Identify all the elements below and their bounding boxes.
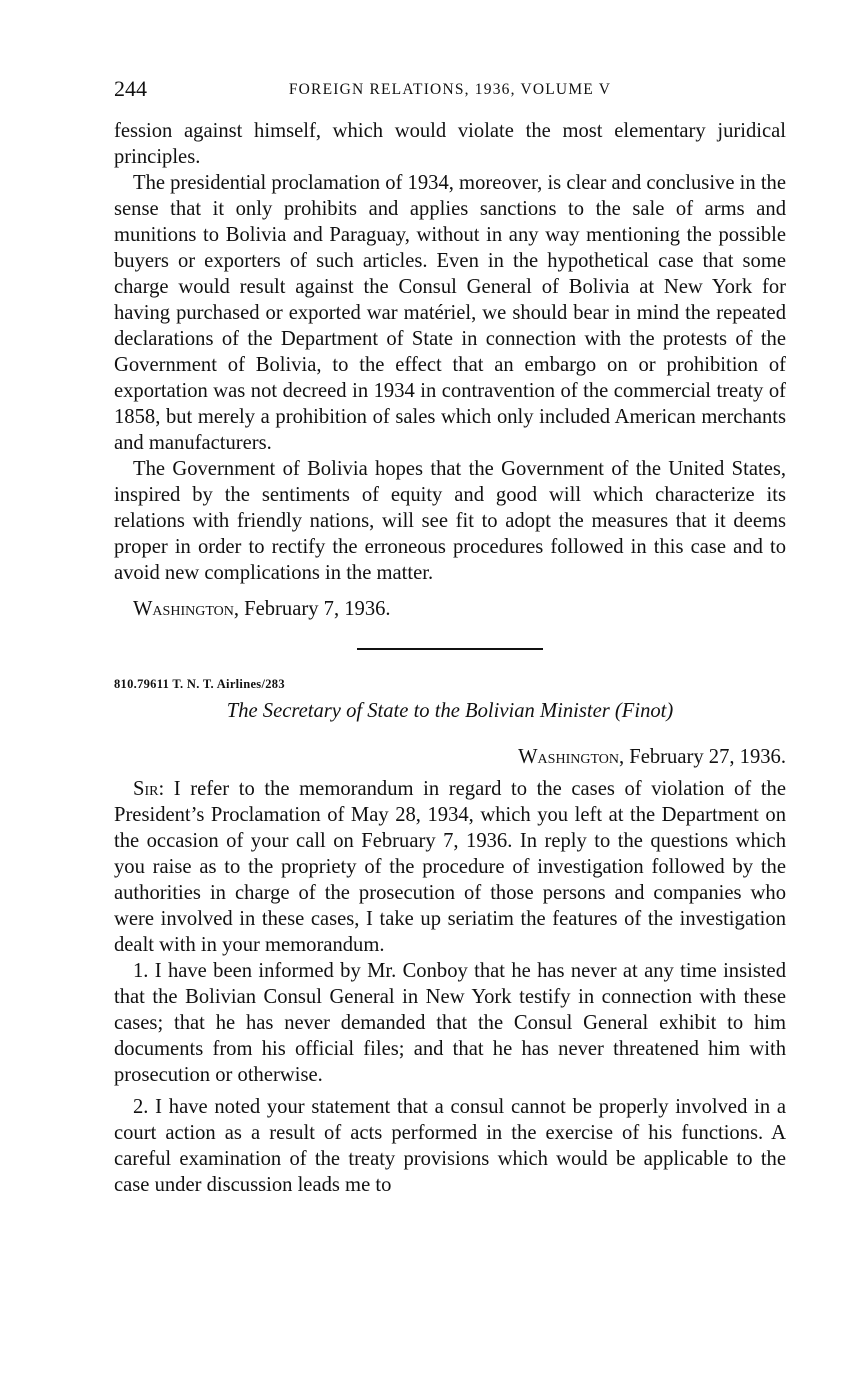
letter-dateline: [114, 744, 786, 770]
letter-paragraph-text: : I refer to the memorandum in regard to the cases of violation of the President’s Proclamation of May 28, 1934, which you left at the Department on the occasion of your call on February 7, 1936. In reply to the questions which you raise as to the propriety of the procedure of investigation followed by the authorities in charge of the prosecution of those persons and companies who were involved in these cases, I take up seriatim the features of the investigation dealt with in your memorandum.: [114, 778, 786, 956]
running-head: FOREIGN RELATIONS, 1936, VOLUME V: [288, 81, 612, 98]
memorandum-signoff: [114, 596, 786, 622]
signoff-place: Washington: [133, 598, 234, 620]
memorandum-paragraph: The Government of Bolivia hopes that the Government of the United States, inspired by the sentiments of equity and good will which characterize its relations with friendly nations, will see fit to adopt the measures that it deems proper in order to rectify the erroneous procedures followed in this case and to avoid new complications in the matter.: [114, 458, 786, 584]
file-reference: 810.79611 T. N. T. Airlines/283: [114, 677, 285, 691]
title-name: Finot: [621, 700, 667, 722]
document-page: [114, 74, 786, 1198]
title-prefix: The Secretary of State to the Bolivian Minister (: [226, 700, 622, 722]
memorandum-continuation: [114, 118, 786, 622]
page-number: 244: [114, 76, 147, 101]
memorandum-paragraph: The presidential proclamation of 1934, moreover, is clear and conclusive in the sense that it only prohibits and applies sanctions to the sale of arms and munitions to Bolivia and Paraguay, without in any way mentioning the possible buyers or exporters of such articles. Even in the hypothetical case that some charge would result against the Consul General of Bolivia at New York for having purchased or exported war matériel, we should bear in mind the repeated declarations of the Department of State in connection with the protests of the Government of Bolivia, to the effect that an embargo on or prohibition of exportation was not decreed in 1934 in contravention of the commercial treaty of 1858, but merely a prohibition of sales which only included American merchants and manufacturers.: [114, 172, 786, 454]
page-header: [114, 74, 786, 104]
dateline-date: , February 27, 1936.: [618, 746, 786, 768]
document-title: [114, 698, 786, 724]
salutation: Sir: [133, 778, 159, 800]
letter-paragraph: 1. I have been informed by Mr. Conboy that he has never at any time insisted that the Bolivian Consul General in New York testify in connection with these cases; that he has never demanded that the Consul General exhibit to him documents from his official files; and that he has never threatened him with prosecution or otherwise.: [114, 960, 786, 1086]
letter-body: [114, 776, 786, 1198]
letter-paragraph: 2. I have noted your statement that a consul cannot be properly involved in a court action as a result of acts performed in the exercise of his functions. A careful examination of the treaty provisions which would be applicable to the case under discussion leads me to: [114, 1096, 786, 1196]
dateline-place: Washington: [518, 746, 619, 768]
signoff-date: , February 7, 1936.: [233, 598, 391, 620]
memorandum-paragraph: fession against himself, which would violate the most elementary juridical principles.: [114, 120, 786, 168]
title-suffix: ): [666, 700, 674, 722]
section-divider: [357, 648, 543, 650]
letter-paragraph: [114, 776, 786, 958]
